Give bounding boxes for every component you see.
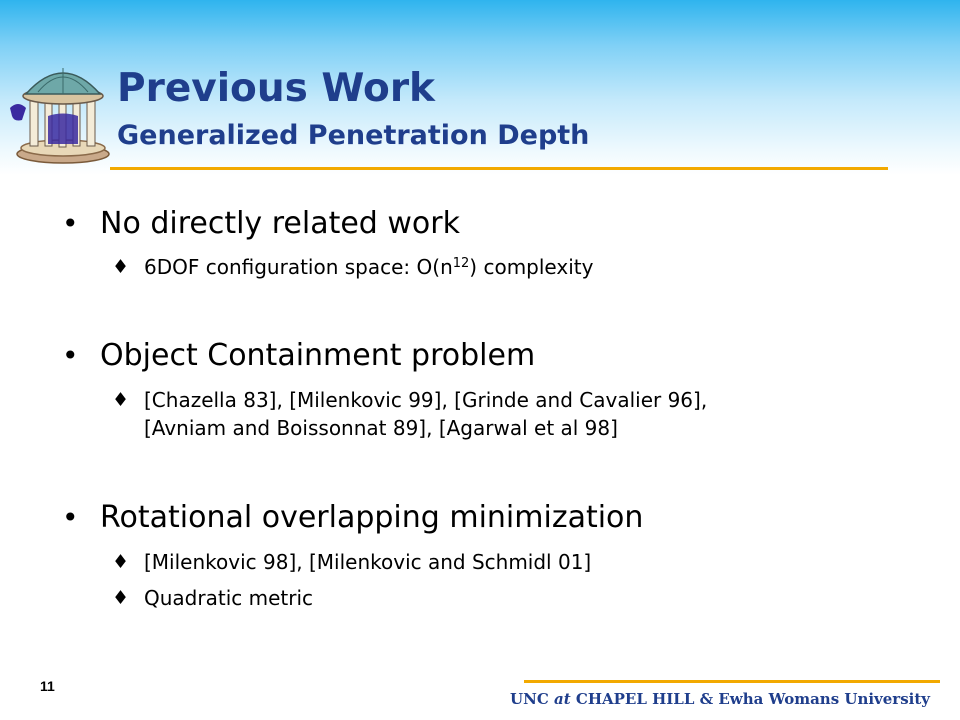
- sub-bullet-text: [Milenkovic 98], [Milenkovic and Schmidl 01]: [144, 550, 592, 574]
- sub-bullet-text: [144, 253, 593, 281]
- footer-divider: [524, 680, 940, 683]
- diamond-bullet-icon: ♦: [112, 389, 130, 411]
- bullet-icon: •: [62, 339, 79, 372]
- bullet-item: [62, 500, 643, 535]
- bullet-text: Object Containment problem: [100, 338, 536, 373]
- sub-bullet-line-1: [Chazella 83], [Milenkovic 99], [Grinde and Cavalier 96],: [144, 388, 708, 412]
- bullet-item: [62, 206, 460, 241]
- bullet-text: Rotational overlapping minimization: [100, 500, 644, 535]
- bullet-icon: •: [62, 207, 79, 240]
- slide-title: Previous Work: [117, 66, 435, 111]
- bullet-text: No directly related work: [100, 206, 460, 241]
- sub-bullet-item: [112, 253, 593, 281]
- sub-bullet-text-prefix: 6DOF configuration space: O(n: [144, 255, 453, 279]
- bullet-icon: •: [62, 501, 79, 534]
- footer-text-part: UNC: [510, 690, 554, 708]
- page-number: 11: [40, 678, 55, 694]
- footer-text-italic: at: [554, 690, 571, 708]
- sub-bullet-item: [112, 584, 313, 612]
- footer-text: [510, 690, 930, 708]
- slide-subtitle: Generalized Penetration Depth: [117, 120, 590, 151]
- diamond-bullet-icon: ♦: [112, 551, 130, 573]
- footer-text-part: CHAPEL HILL & Ewha Womans University: [570, 690, 930, 708]
- sub-bullet-line-2: [Avniam and Boissonnat 89], [Agarwal et al 98]: [144, 416, 618, 440]
- sub-bullet-text: [144, 386, 707, 442]
- sub-bullet-item: [112, 386, 707, 442]
- superscript-exponent: 12: [452, 256, 470, 271]
- sub-bullet-text-suffix: ) complexity: [469, 255, 594, 279]
- sub-bullet-text: Quadratic metric: [144, 586, 314, 610]
- sub-bullet-item: [112, 548, 591, 576]
- bullet-item: [62, 338, 535, 373]
- diamond-bullet-icon: ♦: [112, 587, 130, 609]
- diamond-bullet-icon: ♦: [112, 256, 130, 278]
